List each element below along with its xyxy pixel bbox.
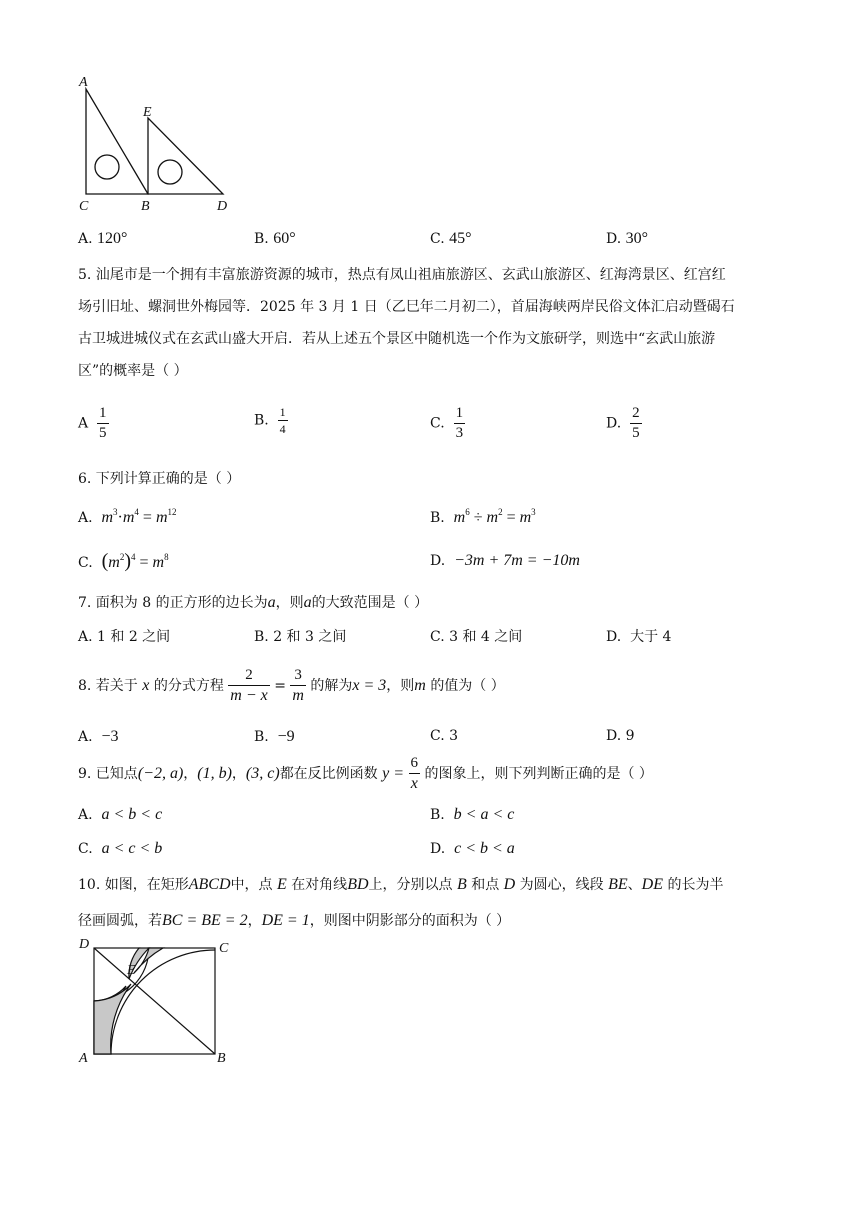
q7-option-a: A. 1 和 2 之间 bbox=[78, 629, 171, 645]
fig10-label-C: C bbox=[219, 941, 229, 956]
q5-option-c: C. $\frac{1}{3}$ bbox=[430, 405, 464, 441]
q5-line-4: 区”的概率是（ ） bbox=[78, 363, 188, 379]
triangles-figure bbox=[75, 72, 235, 214]
q9-stem: 9. 已知点(−2, a)，(1, b)，(3, c)都在反比例函数 y = $\frac{6}{x}$ 的图象上，则下列判断正确的是（ ） bbox=[78, 755, 653, 792]
q8-option-b: B. −9 bbox=[254, 728, 295, 745]
q6-option-a: A. $m^3\cdot m^4 = m^{12}$ bbox=[78, 507, 177, 526]
q7-stem: 7. 面积为 8 的正方形的边长为a，则a的大致范围是（ ） bbox=[78, 594, 429, 611]
q8-option-a: A. −3 bbox=[78, 728, 119, 745]
q4-option-a: A. 120° bbox=[78, 230, 128, 247]
q4-option-b: B. 60° bbox=[254, 230, 296, 247]
label-A: A bbox=[79, 75, 88, 90]
q5-option-b: B. $\frac{1}{4}$ bbox=[254, 405, 286, 436]
q9-option-a: A. a < b < c bbox=[78, 806, 163, 823]
q7-option-b: B. 2 和 3 之间 bbox=[254, 629, 347, 645]
q5-option-d: D. $\frac{2}{5}$ bbox=[606, 405, 640, 441]
circle-left bbox=[95, 155, 119, 179]
q5-line-2: 场引旧址、螺洞世外梅园等．2025 年 3 月 1 日（乙巳年二月初二），首届海峡两岸民俗文体汇启动暨碣石 bbox=[78, 299, 735, 315]
q6-option-d: D. −3m + 7m = −10m bbox=[430, 552, 580, 569]
q6-stem: 6. 下列计算正确的是（ ） bbox=[78, 471, 241, 487]
q8-option-d: D. 9 bbox=[606, 728, 635, 744]
q5-stem bbox=[78, 259, 778, 387]
q8-stem: 8. 若关于 x 的分式方程 $\frac{2}{m - x}$ = $\frac{3}{m}$ 的解为x = 3，则m 的值为（ ） bbox=[78, 667, 505, 704]
q10-line-1: 10. 如图，在矩形ABCD中，点 E 在对角线BD上，分别以点 B 和点 D 为圆心，线段 BE、DE 的长为半 bbox=[78, 876, 724, 893]
triangle-abc bbox=[86, 89, 148, 194]
triangle-ebd bbox=[148, 118, 223, 194]
q5-line-3: 古卫城进城仪式在玄武山盛大开启．若从上述五个景区中随机选一个作为文旅研学，则选中“玄武山旅游 bbox=[78, 331, 716, 347]
q6-option-c: C. $(m^2)^4 = m^8$ bbox=[78, 550, 169, 572]
q8-option-c: C. 3 bbox=[430, 728, 459, 744]
fig10-label-B: B bbox=[217, 1051, 226, 1066]
q7-option-c: C. 3 和 4 之间 bbox=[430, 629, 523, 645]
fig10-label-A: A bbox=[79, 1051, 88, 1066]
label-D: D bbox=[217, 199, 228, 214]
q9-option-d: D. c < b < a bbox=[430, 840, 515, 857]
q6-option-b: B. $m^6 \div m^2 = m^3$ bbox=[430, 507, 536, 526]
fig10-label-E: E bbox=[127, 963, 136, 978]
q9-option-c: C. a < c < b bbox=[78, 840, 163, 857]
q4-option-d: D. 30° bbox=[606, 230, 649, 247]
q4-option-c: C. 45° bbox=[430, 230, 472, 247]
q7-option-d: D. 大于 4 bbox=[606, 629, 672, 645]
label-B: B bbox=[141, 199, 150, 214]
shade-left-fill bbox=[94, 984, 131, 1054]
label-C: C bbox=[79, 199, 89, 214]
q5-line-1: 5. 汕尾市是一个拥有丰富旅游资源的城市，热点有凤山祖庙旅游区、玄武山旅游区、红海湾景区、红宫红 bbox=[78, 267, 726, 283]
q9-option-b: B. b < a < c bbox=[430, 806, 515, 823]
q5-option-a: A $\frac{1}{5}$ bbox=[78, 405, 107, 441]
fig10-label-D: D bbox=[79, 937, 90, 952]
q10-line-2: 径画圆弧，若BC = BE = 2，DE = 1，则图中阴影部分的面积为（ ） bbox=[78, 912, 511, 929]
label-E: E bbox=[143, 105, 152, 120]
circle-right bbox=[158, 160, 182, 184]
rectangle-figure bbox=[75, 932, 240, 1067]
